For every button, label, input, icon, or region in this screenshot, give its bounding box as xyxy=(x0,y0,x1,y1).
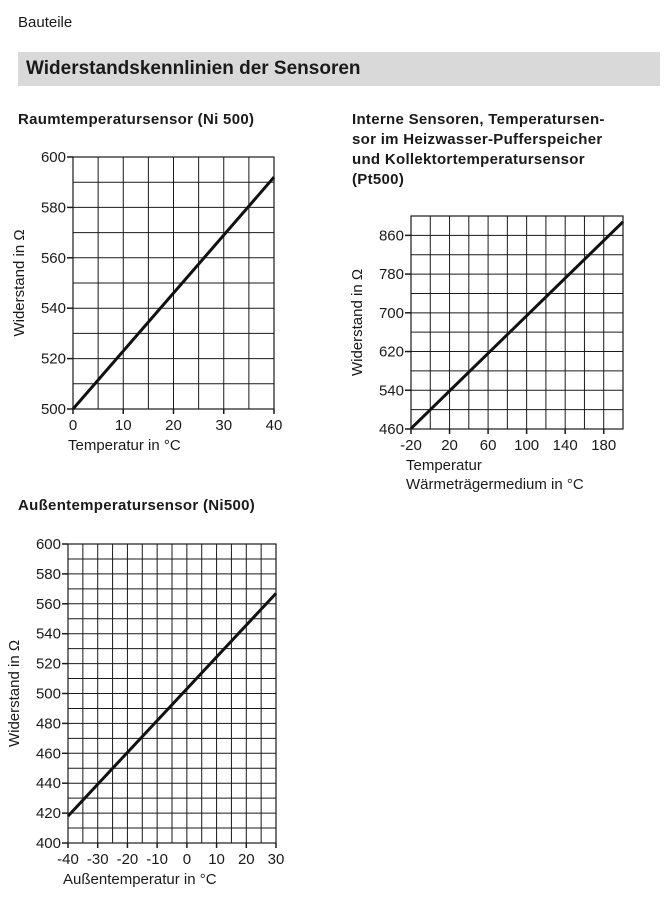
room-xtick-label: 30 xyxy=(215,417,233,434)
internal-ytick-label: 700 xyxy=(378,304,404,322)
internal-xtick-label: 100 xyxy=(514,437,540,454)
section-label: Bauteile xyxy=(18,14,73,31)
internal-ytick-label: 620 xyxy=(378,343,404,361)
internal-ytick-label: 540 xyxy=(378,382,404,400)
outdoor-x-axis-label: Außentemperatur in °C xyxy=(63,871,217,888)
internal-xtick-label: 60 xyxy=(479,437,497,454)
chart-title-internal-sensors: Interne Sensoren, Temperatursen- sor im Heizwasser-Pufferspeicher und Kollektortemperatursensor (Pt500) xyxy=(352,111,605,188)
room-y-axis-label: Widerstand in Ω xyxy=(11,229,28,337)
outdoor-ytick-label: 560 xyxy=(35,595,61,613)
outdoor-ytick-label: 520 xyxy=(35,655,61,673)
internal-xtick-label: 20 xyxy=(441,437,458,454)
outdoor-ytick-label: 500 xyxy=(35,685,61,703)
room-ytick-label: 500 xyxy=(40,401,66,418)
outdoor-xtick-label: -40 xyxy=(57,851,79,868)
outdoor-xtick-label: -20 xyxy=(116,851,139,868)
chart-title-room-sensor: Raumtemperatursensor (Ni 500) xyxy=(18,111,255,128)
chart-title-outdoor-sensor: Außentemperatursensor (Ni500) xyxy=(18,497,256,514)
internal-y-axis-label: Widerstand in Ω xyxy=(349,268,366,377)
outdoor-xtick-label: 30 xyxy=(267,851,285,868)
room-ytick-label: 600 xyxy=(40,149,66,166)
room-xtick-label: 20 xyxy=(165,417,182,434)
room-xtick-label: 40 xyxy=(265,417,283,434)
outdoor-xtick-label: -30 xyxy=(86,851,109,868)
internal-ytick-label: 780 xyxy=(378,266,404,284)
outdoor-ytick-label: 540 xyxy=(35,625,61,643)
internal-ytick-label: 860 xyxy=(378,227,404,245)
outdoor-ytick-label: 600 xyxy=(35,536,61,553)
room-ytick-label: 520 xyxy=(40,350,66,368)
internal-xtick-label: 180 xyxy=(591,437,617,454)
outdoor-y-axis-label: Widerstand in Ω xyxy=(6,639,23,748)
room-x-axis-label: Temperatur in °C xyxy=(68,437,181,454)
outdoor-xtick-label: 20 xyxy=(237,851,255,868)
outdoor-xtick-label: -10 xyxy=(146,851,168,868)
outdoor-ytick-label: 580 xyxy=(35,565,61,583)
outdoor-xtick-label: 0 xyxy=(182,851,192,868)
outdoor-ytick-label: 440 xyxy=(35,775,61,793)
internal-xtick-label: -20 xyxy=(400,437,422,454)
outdoor-ytick-label: 480 xyxy=(35,715,61,733)
room-ytick-label: 560 xyxy=(40,249,66,267)
room-xtick-label: 10 xyxy=(114,417,132,434)
outdoor-ytick-label: 420 xyxy=(35,805,61,823)
internal-series-line xyxy=(411,222,623,429)
outdoor-ytick-label: 400 xyxy=(35,835,61,852)
outdoor-ytick-label: 460 xyxy=(35,745,61,763)
internal-x-axis-label: Temperatur xyxy=(406,457,482,474)
outdoor-xtick-label: 10 xyxy=(208,851,225,868)
room-ytick-label: 540 xyxy=(40,300,66,318)
page-heading: Widerstandskennlinien der Sensoren xyxy=(26,58,361,79)
internal-xtick-label: 140 xyxy=(552,437,578,454)
internal-x-axis-label: Wärmeträgermedium in °C xyxy=(406,476,584,493)
room-ytick-label: 580 xyxy=(40,199,66,217)
internal-ytick-label: 460 xyxy=(378,421,404,438)
room-xtick-label: 0 xyxy=(68,417,78,434)
